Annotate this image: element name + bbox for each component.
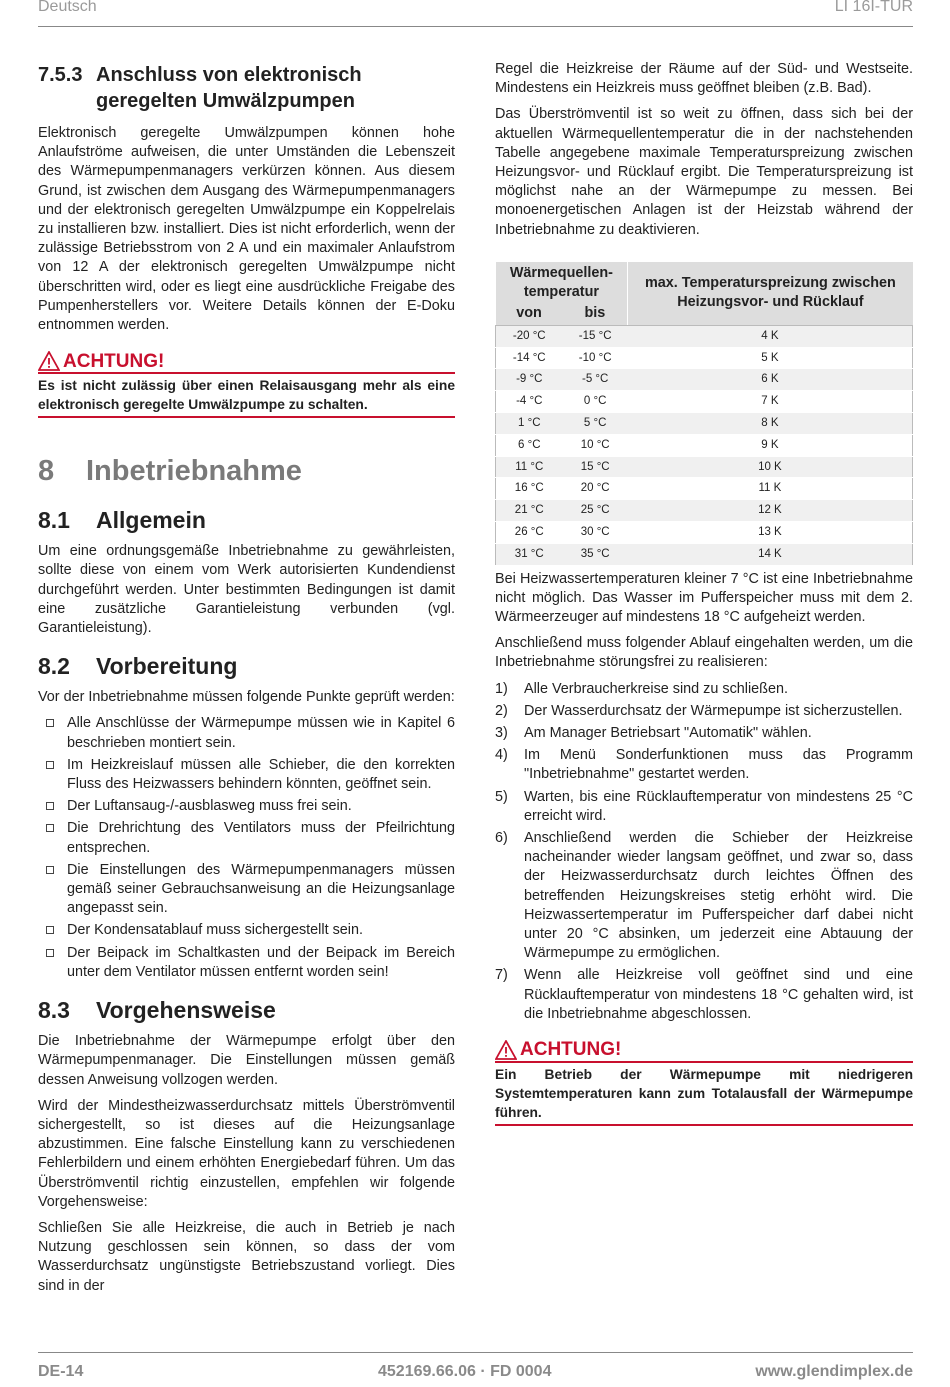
list-item-text: Die Einstellungen des Wärmepumpenmanagers müssen gemäß seiner Gebrauchsanweisung an die Heizungsanlage angepasst sein. [67, 861, 455, 917]
step-text: Alle Verbraucherkreise sind zu schließen. [524, 680, 788, 697]
cell-to: 15 °C [563, 456, 628, 478]
list-item [38, 944, 455, 982]
table-row [496, 369, 913, 391]
section-8-2-heading [38, 652, 455, 680]
paragraph: Die Inbetriebnahme der Wärmepumpe erfolgt über den Wärmepumpenmanager. Die Einstellungen müssen gemäß dessen Anweisung vollzogen werden. [38, 1033, 455, 1088]
section-number: 8.2 [38, 653, 70, 680]
cell-from: 11 °C [496, 456, 563, 478]
cell-spread: 4 K [628, 325, 913, 347]
cell-from: -4 °C [496, 391, 563, 413]
table-header-from: von [496, 302, 563, 326]
section-title-line2: geregelten Umwälzpumpen [96, 90, 355, 112]
bullet-square-icon [46, 866, 54, 874]
paragraph: Anschließend muss folgender Ablauf eingehalten werden, um die Inbetriebnahme störungsfrei zu realisieren: [495, 635, 913, 671]
warning-box [38, 351, 455, 418]
section-number: 8.3 [38, 997, 70, 1024]
cell-from: 6 °C [496, 434, 563, 456]
table-row [496, 434, 913, 456]
warning-title: ACHTUNG! [520, 1039, 622, 1061]
table-header-source: Wärmequellen-temperatur [496, 262, 628, 302]
cell-spread: 10 K [628, 456, 913, 478]
cell-to: 30 °C [563, 522, 628, 544]
list-item [38, 756, 455, 794]
temperature-spread-table [495, 262, 913, 566]
table-row [496, 347, 913, 369]
section-7-5-3-heading [38, 62, 455, 114]
cell-from: 26 °C [496, 522, 563, 544]
table-header-to: bis [563, 302, 628, 326]
procedure-list [495, 680, 913, 1024]
table-row [496, 522, 913, 544]
table-row [496, 500, 913, 522]
chapter-heading [38, 454, 455, 488]
section-title: Vorbereitung [96, 653, 238, 680]
cell-to: 35 °C [563, 543, 628, 565]
list-item [495, 746, 913, 784]
bullet-square-icon [46, 824, 54, 832]
paragraph: Wird der Mindestheizwasserdurchsatz mittels Überströmventil sichergestellt, so ist dieses auf die Heizungsanlage abzustimmen. Eine falsche Einstellung kann zu verschiedenen Fehlerbildern und einem erhöhten Energiebedarf führen. Um das Überströmventil richtig einzustellen, empfehlen wir folgende Vorgehensweise: [38, 1097, 455, 1210]
page-footer [38, 1352, 913, 1387]
list-item [495, 680, 913, 699]
header-model: LI 16I-TUR [834, 0, 913, 15]
warning-triangle-icon [38, 351, 60, 371]
list-item [38, 819, 455, 857]
step-text: Der Wasserdurchsatz der Wärmepumpe ist sicherzustellen. [524, 702, 903, 719]
cell-from: -14 °C [496, 347, 563, 369]
cell-spread: 5 K [628, 347, 913, 369]
table-row [496, 543, 913, 565]
list-item [495, 702, 913, 721]
step-text: Anschließend werden die Schieber der Heizkreise nacheinander wieder langsam geöffnet, und zwar so, dass der Heizwasserdurchsatz durch leichtes Öffnen des betreffenden Heizungskreises stetig erhöht wird. Die Heizwassertemperatur im Pufferspeicher darf dabei nicht unter 20 °C absinken, um jederzeit eine Abtauung der Wärmepumpe zu ermöglichen. [524, 830, 913, 962]
section-8-3-heading [38, 996, 455, 1024]
bullet-square-icon [46, 761, 54, 769]
step-number: 1) [495, 680, 508, 697]
checklist [38, 714, 455, 982]
footer-website-link[interactable]: www.glendimplex.de [755, 1363, 913, 1380]
cell-from: 21 °C [496, 500, 563, 522]
header-language: Deutsch [38, 0, 97, 15]
cell-spread: 11 K [628, 478, 913, 500]
paragraph: Um eine ordnungsgemäße Inbetriebnahme zu gewährleisten, sollte diese von einem vom Werk autorisierten Kundendienst durchgeführt werden. Unter bestimmten Bedingungen ist damit eine zusätzliche Garantieleistung verbunden (vgl. Garantieleistung). [38, 543, 455, 637]
section-title-line1: Anschluss von elektronisch [96, 64, 362, 86]
cell-from: 16 °C [496, 478, 563, 500]
list-item [495, 788, 913, 826]
step-number: 3) [495, 725, 508, 742]
cell-to: -5 °C [563, 369, 628, 391]
cell-to: 0 °C [563, 391, 628, 413]
list-item-text: Der Kondensatablauf muss sichergestellt sein. [67, 922, 363, 939]
section-title: Allgemein [96, 507, 206, 534]
list-item-text: Im Heizkreislauf müssen alle Schieber, die den korrekten Fluss des Heizwassers behindern könnten, geöffnet sein. [67, 756, 455, 793]
cell-to: 5 °C [563, 413, 628, 435]
cell-spread: 12 K [628, 500, 913, 522]
cell-spread: 7 K [628, 391, 913, 413]
footer-document-number: 452169.66.06 · FD 0004 [378, 1363, 552, 1380]
step-text: Am Manager Betriebsart "Automatik" wählen. [524, 725, 812, 742]
paragraph: Schließen Sie alle Heizkreise, die auch in Betrieb je nach Nutzung geschlossen sein können, so dass der vom Wasserdurchsatz ungünstigste Betriebszustand vorliegt. Dies sind in der [38, 1219, 455, 1294]
warning-title: ACHTUNG! [63, 350, 165, 372]
table-row [496, 456, 913, 478]
chapter-number: 8 [38, 455, 55, 488]
warning-header [495, 1040, 913, 1063]
section-title: Vorgehensweise [96, 997, 276, 1024]
cell-to: -10 °C [563, 347, 628, 369]
step-number: 4) [495, 747, 508, 764]
list-item [38, 861, 455, 919]
paragraph: Bei Heizwassertemperaturen kleiner 7 °C ist eine Inbetriebnahme nicht möglich. Das Wasser im Pufferspeicher muss mit dem 2. Wärmeerzeuger auf mindestens 18 °C aufgeheizt werden. [495, 570, 913, 625]
section-8-1-heading [38, 506, 455, 534]
footer-page-number: DE-14 [38, 1363, 84, 1380]
step-text: Warten, bis eine Rücklauftemperatur von mindestens 25 °C erreicht wird. [524, 788, 913, 824]
cell-from: 1 °C [496, 413, 563, 435]
page-header [38, 0, 913, 27]
cell-from: -20 °C [496, 325, 563, 347]
cell-spread: 14 K [628, 543, 913, 565]
section-number: 8.1 [38, 507, 70, 534]
step-number: 5) [495, 788, 508, 805]
list-item-text: Die Drehrichtung des Ventilators muss der Pfeilrichtung entsprechen. [67, 820, 455, 856]
list-item [495, 829, 913, 963]
left-column [38, 60, 455, 1303]
list-item-text: Der Luftansaug-/-ausblasweg muss frei sein. [67, 798, 352, 815]
cell-to: 20 °C [563, 478, 628, 500]
paragraph: Regel die Heizkreise der Räume auf der Süd- und Westseite. Mindestens ein Heizkreis muss geöffnet bleiben (z.B. Bad). [495, 61, 913, 97]
bullet-square-icon [46, 949, 54, 957]
list-item [38, 714, 455, 752]
bullet-square-icon [46, 802, 54, 810]
cell-from: -9 °C [496, 369, 563, 391]
bullet-square-icon [46, 926, 54, 934]
list-item [495, 966, 913, 1024]
cell-to: 25 °C [563, 500, 628, 522]
cell-spread: 8 K [628, 413, 913, 435]
paragraph: Elektronisch geregelte Umwälzpumpen können hohe Anlaufströme aufweisen, die unter Umständen die Lebenszeit des Wärmepumpenmanagers verkürzen können. Aus diesem Grund, ist zwischen dem Ausgang des Wärmepumpenmanagers und der elektronisch geregelten Umwälzpumpe ein Koppelrelais zu installieren bzw. installiert. Dies ist nicht erforderlich, wenn der zulässige Betriebsstrom von 2 A und ein maximaler Anlaufstrom von 12 A der elektronisch geregelten Umwälzpumpe nicht überschritten wird, oder es liegt eine ausdrückliche Freigabe des Pumpenherstellers vor. Weitere Details können der E-Doku entnommen werden. [38, 125, 455, 334]
right-column [495, 60, 913, 1138]
list-item-text: Der Beipack im Schaltkasten und der Beipack im Bereich unter dem Ventilator müssen entfernt worden sein! [67, 944, 455, 980]
section-number: 7.5.3 [38, 64, 83, 86]
paragraph: Vor der Inbetriebnahme müssen folgende Punkte geprüft werden: [38, 689, 455, 706]
cell-to: -15 °C [563, 325, 628, 347]
step-number: 6) [495, 830, 508, 847]
step-text: Wenn alle Heizkreise voll geöffnet sind und eine Rücklauftemperatur von mindestens 18 °C gehalten wird, ist die Inbetriebnahme abgeschlossen. [524, 967, 913, 1022]
warning-header [38, 351, 455, 374]
warning-text: Ein Betrieb der Wärmepumpe mit niedrigeren Systemtemperaturen kann zum Totalausfall der Wärmepumpe führen. [495, 1063, 913, 1126]
table-header-spread: max. Temperaturspreizung zwischen Heizungsvor- und Rücklauf [628, 262, 913, 326]
list-item [38, 797, 455, 816]
warning-text: Es ist nicht zulässig über einen Relaisausgang mehr als eine elektronisch geregelte Umwälzpumpe zu schalten. [38, 374, 455, 418]
table-row [496, 391, 913, 413]
bullet-square-icon [46, 719, 54, 727]
cell-to: 10 °C [563, 434, 628, 456]
step-text: Im Menü Sonderfunktionen muss das Programm "Inbetriebnahme" gestartet werden. [524, 747, 913, 783]
table-row [496, 413, 913, 435]
cell-from: 31 °C [496, 543, 563, 565]
cell-spread: 9 K [628, 434, 913, 456]
step-number: 7) [495, 967, 508, 984]
step-number: 2) [495, 702, 508, 719]
table-row [496, 325, 913, 347]
table-body [496, 325, 913, 565]
list-item [38, 921, 455, 940]
warning-triangle-icon [495, 1040, 517, 1060]
list-item-text: Alle Anschlüsse der Wärmepumpe müssen wie in Kapitel 6 beschrieben montiert sein. [67, 715, 455, 751]
cell-spread: 13 K [628, 522, 913, 544]
list-item [495, 724, 913, 743]
cell-spread: 6 K [628, 369, 913, 391]
warning-box [495, 1040, 913, 1126]
table-row [496, 478, 913, 500]
chapter-title: Inbetriebnahme [86, 455, 302, 488]
paragraph: Das Überströmventil ist so weit zu öffnen, dass sich bei der aktuellen Wärmequellentemperatur die in der nachstehenden Tabelle angegebene maximale Temperaturspreizung zwischen Heizungsvor- und Rücklauf ergibt. Die Temperaturspreizung ist möglichst nahe an der Wärmepumpe zu messen. Bei monoenergetischen Anlagen ist der Heizstab während der Inbetriebnahme zu deaktivieren. [495, 106, 913, 238]
